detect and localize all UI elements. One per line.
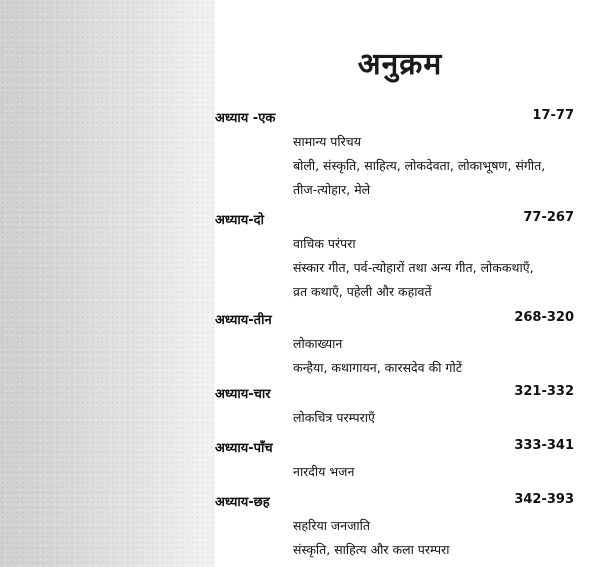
chapter-heading (215, 210, 600, 232)
chapter-heading (215, 492, 600, 514)
chapter-topic-line: संस्कृति, साहित्य और कला परम्परा (293, 542, 450, 557)
chapter-entry (215, 384, 600, 430)
chapter-page-range: 268-320 (514, 310, 574, 325)
chapter-topic-line: लोकचित्र परम्पराएँ (293, 410, 375, 425)
chapter-page-range: 333-341 (514, 438, 574, 453)
chapter-entry (215, 210, 600, 304)
chapter-topic-line: सहरिया जनजाति (293, 518, 370, 533)
chapter-entry (215, 438, 600, 484)
chapter-entry (215, 310, 600, 380)
chapter-label: अध्याय-पाँच (215, 441, 273, 456)
chapter-topic-line: वाचिक परंपरा (293, 236, 356, 251)
chapter-page-range: 321-332 (514, 384, 574, 399)
chapter-topic-line: सामान्य परिचय (293, 134, 361, 149)
chapter-heading (215, 310, 600, 332)
page-title: अनुक्रम (357, 47, 443, 82)
chapter-topic-line: कन्हैया, कथागायन, कारसदेव की गोटें (293, 360, 462, 375)
chapter-label: अध्याय-दो (215, 213, 264, 228)
chapter-label: अध्याय-तीन (215, 313, 272, 328)
chapter-page-range: 17-77 (532, 108, 574, 123)
chapter-heading (215, 384, 600, 406)
chapter-label: अध्याय-चार (215, 387, 271, 402)
chapter-heading (215, 438, 600, 460)
chapter-topic-line: नारदीय भजन (293, 464, 355, 479)
chapter-topic-line: व्रत कथाएँ, पहेली और कहावतें (293, 284, 432, 299)
chapter-entry (215, 492, 600, 562)
chapter-topic-line: संस्कार गीत, पर्व-त्योहारों तथा अन्य गीत, लोककथाएँ, (293, 260, 534, 275)
chapter-page-range: 342-393 (514, 492, 574, 507)
chapter-topic-line: बोली, संस्कृति, साहित्य, लोकदेवता, लोकाभूषण, संगीत, (293, 158, 546, 173)
chapter-topic-line: तीज-त्योहार, मेले (293, 182, 371, 197)
chapter-entry (215, 108, 600, 202)
chapter-label: अध्याय -एक (215, 111, 276, 126)
chapter-label: अध्याय-छह (215, 495, 270, 510)
chapter-topic-line: लोकाख्यान (293, 336, 343, 351)
chapter-heading (215, 108, 600, 130)
chapter-page-range: 77-267 (523, 210, 574, 225)
